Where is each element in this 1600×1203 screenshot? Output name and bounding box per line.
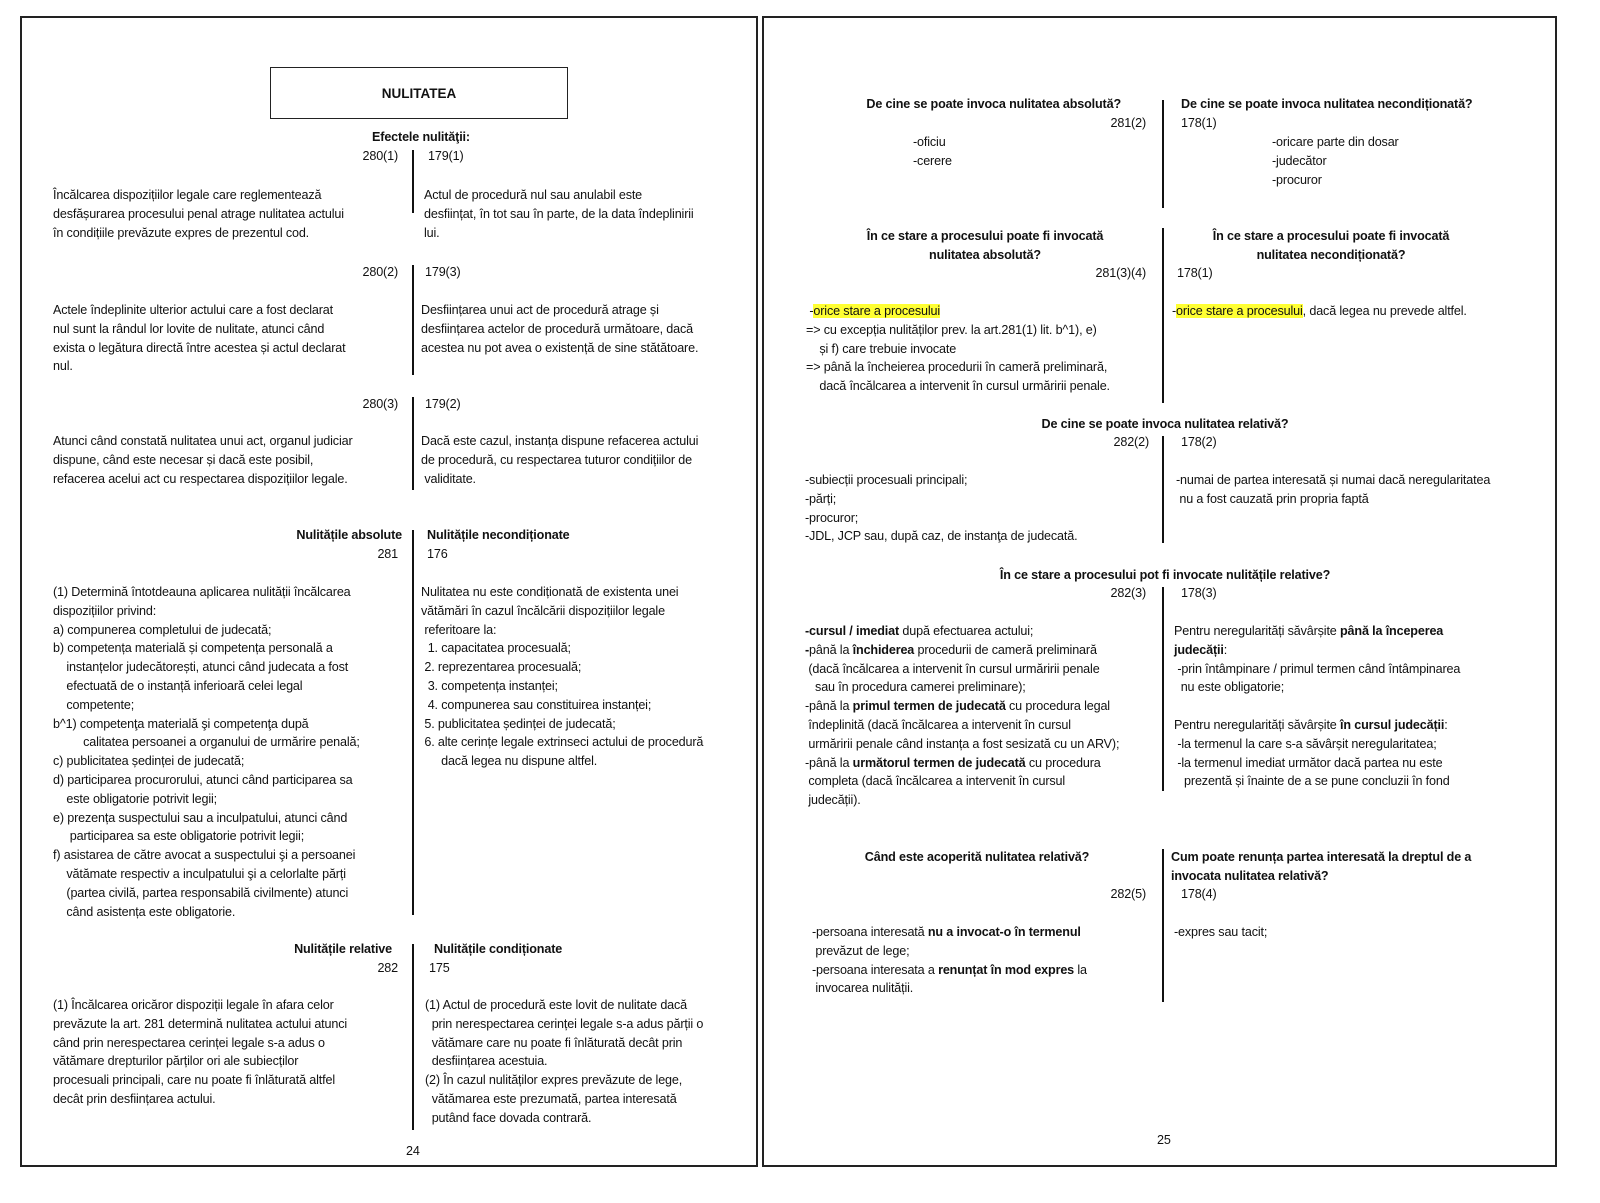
- heading-right: Nulitățile condiționate: [434, 942, 563, 956]
- text: -până la: [805, 699, 853, 714]
- text: acestea nu pot avea o existență de sine stătătoare.: [421, 340, 699, 355]
- text: -expres sau tacit;: [1174, 925, 1268, 939]
- text: , dacă legea nu prevede altfel.: [1302, 304, 1467, 318]
- text: -JDL, JCP sau, după caz, de instanţa de judecată.: [805, 529, 1078, 544]
- text: îndeplinită (dacă încălcarea a intervenit în cursul: [805, 717, 1071, 732]
- text: În ce stare a procesului poate fi invocată: [1212, 229, 1450, 243]
- bold-text: -cursul / imediat: [805, 624, 900, 638]
- text-left: [913, 133, 952, 171]
- text: putând face dovada contrară.: [425, 1110, 592, 1125]
- text-right: [1176, 471, 1490, 509]
- text-line: [421, 301, 698, 320]
- column-divider: [1162, 100, 1164, 208]
- text: invocarea nulității.: [812, 981, 914, 996]
- text: Nulitatea nu este condiționată de existenta unei: [421, 585, 679, 599]
- text: Dacă este cazul, instanța dispune refacerea actului: [421, 434, 699, 448]
- text-line: [53, 301, 345, 320]
- ref-left: 281(2): [1110, 116, 1146, 130]
- ref-left: 282(2): [1113, 435, 1149, 449]
- text: prin nerespectarea cerinței legale s-a adus părții o: [425, 1016, 704, 1031]
- text: (partea civilă, partea responsabilă civilmente) atunci: [53, 885, 349, 900]
- text: (2) În cazul nulităților expres prevăzute de lege,: [425, 1073, 683, 1088]
- text-line: [425, 1071, 703, 1090]
- effects-heading: Efectele nulităţii:: [372, 130, 470, 144]
- text: de procedură, cu respectarea tuturor condițiilor de: [421, 452, 692, 467]
- text-line: [1272, 152, 1399, 171]
- text-left: [53, 186, 344, 242]
- text: Atunci când constată nulitatea unui act, organul judiciar: [53, 434, 353, 448]
- text-line: [53, 771, 360, 790]
- bold-text: următorul termen de judecată: [852, 755, 1026, 770]
- text-line: [1171, 867, 1471, 886]
- bold-text: primul termen de judecată: [852, 699, 1006, 714]
- text-line: [805, 735, 1119, 754]
- ref-left: 282(5): [1110, 887, 1146, 901]
- text-line: [1174, 754, 1460, 773]
- text-line: [421, 451, 698, 470]
- text: -: [1172, 304, 1177, 318]
- text: a) compunerea completului de judecată;: [53, 622, 272, 637]
- text: prevăzut de lege;: [812, 943, 910, 958]
- text: refacerea acelui act cu respectarea dispozițiilor legale.: [53, 471, 348, 486]
- text-right: [421, 583, 745, 771]
- text: Actul de procedură nul sau anulabil este: [424, 188, 643, 202]
- heading-left: [835, 227, 1135, 265]
- text: (1) Determină întotdeauna aplicarea nulității încălcarea: [53, 585, 351, 599]
- text: referitoare la:: [421, 622, 497, 637]
- text: d) participarea procurorului, atunci când participarea sa: [53, 772, 353, 787]
- text-line: [53, 677, 360, 696]
- text: nul sunt la rândul lor lovite de nulitate, atunci când: [53, 321, 325, 336]
- bold-text: în cursul judecății: [1340, 717, 1445, 732]
- highlighted-text: orice stare a procesului: [813, 304, 941, 318]
- text-line: [1174, 772, 1460, 791]
- text: -oricare parte din dosar: [1272, 135, 1399, 149]
- text-line: [53, 186, 344, 205]
- text-left: [806, 302, 1110, 396]
- text: -procuror: [1272, 172, 1322, 187]
- text-line: [805, 527, 1077, 546]
- bold-text: nu a invocat-o în termenul: [927, 925, 1081, 939]
- text: dispune, când este necesar și dacă este posibil,: [53, 452, 314, 467]
- text-line: [1174, 641, 1460, 660]
- ref-right: 178(1): [1177, 266, 1213, 280]
- text-line: [53, 733, 360, 752]
- text-line: [425, 1090, 703, 1109]
- text: -persoana interesată: [812, 925, 928, 939]
- text: exista o legătura directă între acestea și actul declarat: [53, 340, 346, 355]
- column-divider: [412, 265, 414, 375]
- text-line: [425, 1034, 703, 1053]
- text-line: [53, 790, 360, 809]
- text-line: [53, 658, 360, 677]
- text: procedurii de cameră preliminară: [914, 642, 1097, 657]
- text: nu a fost cauzată prin propria faptă: [1176, 491, 1369, 506]
- text-line: [421, 677, 745, 696]
- text: -cerere: [913, 153, 952, 168]
- text-left: [53, 432, 353, 488]
- text-left: [53, 583, 360, 921]
- text-line: [805, 678, 1119, 697]
- text-line: [421, 696, 745, 715]
- ref-left: 281(3)(4): [1095, 266, 1146, 280]
- text-line: [812, 942, 1087, 961]
- text: Pentru neregularități săvârșite: [1174, 717, 1341, 732]
- text-line: [1174, 622, 1460, 641]
- text: În ce stare a procesului poate fi invocată: [866, 229, 1104, 243]
- text: dacă legea nu dispune altfel.: [421, 754, 598, 769]
- text-line: [1171, 848, 1471, 867]
- text-right: [424, 186, 694, 242]
- text-left: [53, 301, 345, 376]
- text-line: [421, 583, 745, 602]
- text: în condițiile prevăzute expres de prezentul cod.: [53, 225, 310, 240]
- text: -părți;: [805, 491, 837, 506]
- text-line: [421, 621, 745, 640]
- text: Actele îndeplinite ulterior actului care a fost declarat: [53, 303, 334, 317]
- text-line: [53, 339, 345, 358]
- text-line: [53, 639, 360, 658]
- text: Încălcarea dispozițiilor legale care reglementează: [53, 188, 322, 202]
- text-line: [53, 846, 360, 865]
- text: desființarea actelor de procedură următoare, dacă: [421, 321, 693, 336]
- text-line: [53, 1052, 347, 1071]
- bold-text: judecății: [1174, 642, 1224, 657]
- heading-left: Când este acoperită nulitatea relativă?: [864, 850, 1090, 864]
- text: participarea sa este obligatorie potrivit legii;: [53, 829, 305, 844]
- text: -judecător: [1272, 153, 1327, 168]
- text-line: [806, 377, 1110, 396]
- text: 3. competența instanței;: [421, 678, 558, 693]
- ref-right: 175: [429, 961, 450, 975]
- text: prezentă și înainte de a se pune concluzii în fond: [1174, 774, 1450, 789]
- text-line: [806, 358, 1110, 377]
- text-line: [805, 471, 1077, 490]
- text-line: [53, 205, 344, 224]
- text: c) publicitatea ședinței de judecată;: [53, 754, 245, 769]
- text-line: [805, 622, 1119, 641]
- text-line: [806, 321, 1110, 340]
- text-line: [53, 996, 347, 1015]
- text-line: [805, 772, 1119, 791]
- text: validitate.: [421, 471, 476, 486]
- text: la: [1074, 962, 1087, 977]
- text: prevăzute la art. 281 determină nulitatea actului atunci: [53, 1016, 348, 1031]
- ref-right: 178(1): [1181, 116, 1217, 130]
- text-line: [53, 224, 344, 243]
- text-line: [53, 451, 353, 470]
- text-line: [1172, 302, 1467, 321]
- text-line: [53, 470, 353, 489]
- text-line: [421, 733, 745, 752]
- text: completa (dacă încălcarea a intervenit în cursul: [805, 774, 1066, 789]
- text-line: [53, 320, 345, 339]
- text-line: [53, 602, 360, 621]
- text: este obligatorie potrivit legii;: [53, 791, 218, 806]
- text: lui.: [424, 225, 440, 240]
- text: cu procedura legal: [1005, 699, 1110, 714]
- heading-right: De cine se poate invoca nulitatea necondiționată?: [1181, 97, 1473, 111]
- text-line: [424, 205, 694, 224]
- heading: În ce stare a procesului pot fi invocate nulitățile relative?: [999, 568, 1331, 582]
- heading-left: Nulitățile relative: [294, 942, 392, 956]
- page-number: 24: [406, 1144, 420, 1158]
- text-line: [53, 1090, 347, 1109]
- column-divider: [1162, 849, 1164, 1002]
- text: -oficiu: [913, 135, 946, 149]
- text-left: [805, 622, 1119, 810]
- text: -persoana interesata a: [812, 962, 939, 977]
- text-line: [53, 865, 360, 884]
- heading-left: Nulitățile absolute: [296, 528, 402, 542]
- text: -subiecții procesuali principali;: [805, 473, 968, 487]
- text: vătămare drepturilor părților ori ale subiecților: [53, 1054, 299, 1069]
- text: 5. publicitatea ședinței de judecată;: [421, 716, 616, 731]
- text-line: [1174, 678, 1460, 697]
- text-line: [805, 791, 1119, 810]
- text-line: [421, 320, 698, 339]
- text: 2. reprezentarea procesuală;: [421, 660, 582, 675]
- column-divider: [412, 530, 414, 915]
- text-line: [805, 509, 1077, 528]
- column-divider: [1162, 436, 1164, 543]
- text-line: [1180, 246, 1482, 265]
- ref-right: 178(3): [1181, 586, 1217, 600]
- text: => cu excepția nulităților prev. la art.281(1) lit. b^1), e): [806, 322, 1097, 337]
- ref-left: 280(2): [362, 265, 398, 279]
- ref-right: 178(2): [1181, 435, 1217, 449]
- text-line: [1174, 697, 1460, 716]
- text-line: [835, 227, 1135, 246]
- text-right: [425, 996, 703, 1128]
- text-line: [1174, 716, 1460, 735]
- text-line: [1180, 227, 1482, 246]
- text: :: [1444, 717, 1448, 732]
- text: judecății).: [805, 793, 861, 808]
- text: vătămate respectiv a inculpatului şi a celorlalte părți: [53, 866, 346, 881]
- text-right: [1172, 302, 1467, 321]
- bold-text: -: [805, 642, 810, 657]
- text-line: [805, 660, 1119, 679]
- text-right: [421, 301, 698, 357]
- text: b^1) competenţa materială şi competenţa după: [53, 716, 309, 731]
- text: și f) care trebuie invocate: [806, 341, 957, 356]
- text: 4. compunerea sau constituirea instanței;: [421, 697, 652, 712]
- text: dispozițiilor privind:: [53, 603, 157, 618]
- text: -procuror;: [805, 510, 859, 525]
- text-line: [53, 827, 360, 846]
- page-number: 25: [1157, 1133, 1171, 1147]
- text-line: [805, 641, 1119, 660]
- text: Pentru neregularități săvârșite: [1174, 624, 1341, 638]
- text: când asistența este obligatorie.: [53, 904, 236, 919]
- text-line: [1176, 471, 1490, 490]
- column-divider: [412, 944, 414, 1130]
- text-line: [425, 996, 703, 1015]
- text-line: [53, 1034, 347, 1053]
- text-right: [1174, 923, 1267, 942]
- text: (dacă încălcarea a intervenit în cursul urmăririi penale: [805, 661, 1100, 676]
- ref-left: 281: [377, 547, 398, 561]
- ref-left: 280(1): [362, 149, 398, 163]
- text: desfășurarea procesului penal atrage nulitatea actului: [53, 206, 344, 221]
- text: Cum poate renunța partea interesată la dreptul de a: [1171, 850, 1472, 864]
- text-line: [421, 658, 745, 677]
- text-line: [53, 583, 360, 602]
- heading-right: Nulitățile necondiționate: [427, 528, 570, 542]
- column-divider: [412, 397, 414, 490]
- text: cu procedura: [1025, 755, 1101, 770]
- text-line: [53, 752, 360, 771]
- text-line: [421, 752, 745, 771]
- text-right: [1272, 133, 1399, 189]
- text: calitatea persoanei a organului de urmărire penală;: [53, 735, 360, 750]
- page-title: NULITATEA: [381, 85, 457, 101]
- bold-text: închiderea: [852, 642, 915, 657]
- text-line: [53, 809, 360, 828]
- text-line: [424, 224, 694, 243]
- text: (1) Actul de procedură este lovit de nulitate dacă: [425, 998, 688, 1012]
- text: când prin nerespectarea cerinței legale s-a adus o: [53, 1035, 325, 1050]
- bold-text: renunțat în mod expres: [938, 962, 1075, 977]
- text-line: [1176, 490, 1490, 509]
- text-line: [805, 490, 1077, 509]
- heading-left: De cine se poate invoca nulitatea absolută?: [866, 97, 1121, 111]
- text: -numai de partea interesată și numai dacă neregularitatea: [1176, 473, 1491, 487]
- text-line: [425, 1052, 703, 1071]
- text: nu este obligatorie;: [1174, 680, 1285, 695]
- text-line: [421, 639, 745, 658]
- text-line: [835, 246, 1135, 265]
- text: nulitatea absolută?: [929, 247, 1041, 262]
- text-line: [53, 715, 360, 734]
- text-line: [913, 133, 952, 152]
- heading-right: [1171, 848, 1471, 886]
- text-line: [806, 302, 1110, 321]
- text: vătămări în cazul încălcării dispozițiilor legale: [421, 603, 665, 618]
- text-line: [421, 432, 698, 451]
- text: urmăririi penale când instanța a fost sesizată cu un ARV);: [805, 736, 1120, 751]
- text-line: [812, 923, 1087, 942]
- text: invocata nulitatea relativă?: [1171, 868, 1329, 883]
- column-divider: [1162, 587, 1164, 791]
- text-line: [53, 432, 353, 451]
- heading-right: [1180, 227, 1482, 265]
- highlighted-text: orice stare a procesului: [1176, 304, 1303, 318]
- text-line: [913, 152, 952, 171]
- text: 6. alte cerințe legale extrinseci actului de procedură: [421, 735, 704, 750]
- text: b) competența materială și competența personală a: [53, 641, 333, 656]
- text-line: [53, 884, 360, 903]
- ref-left: 280(3): [362, 397, 398, 411]
- text-right: [421, 432, 698, 488]
- text: vătămarea este prezumată, partea interesată: [425, 1091, 677, 1106]
- bold-text: până la începerea: [1340, 624, 1444, 638]
- text-line: [805, 716, 1119, 735]
- text-line: [805, 754, 1119, 773]
- column-divider: [1162, 228, 1164, 403]
- text: nulitatea necondiționată?: [1256, 247, 1406, 262]
- text: -la termenul imediat următor dacă partea nu este: [1174, 755, 1443, 770]
- text: e) prezența suspectului sau a inculpatului, atunci când: [53, 810, 348, 825]
- ref-right: 176: [427, 547, 448, 561]
- text: -prin întâmpinare / primul termen când întâmpinarea: [1174, 661, 1461, 676]
- text-line: [812, 979, 1087, 998]
- title-box: [270, 67, 568, 119]
- text: -la termenul la care s-a săvârșit neregularitatea;: [1174, 736, 1437, 751]
- text: decât prin desființarea actului.: [53, 1091, 216, 1106]
- text: până la: [809, 642, 853, 657]
- text: efectuată de o instanță inferioară celei legal: [53, 678, 303, 693]
- text-left: [53, 996, 347, 1109]
- text: după efectuarea actului;: [899, 624, 1034, 638]
- text-line: [1174, 735, 1460, 754]
- text: procesuali principali, care nu poate fi înlăturată altfel: [53, 1073, 335, 1088]
- text-line: [425, 1109, 703, 1128]
- text-line: [53, 1015, 347, 1034]
- text: Desființarea unui act de procedură atrage și: [421, 303, 659, 317]
- text-line: [425, 1015, 703, 1034]
- text-line: [424, 186, 694, 205]
- text: -: [806, 304, 814, 318]
- text-left: [805, 471, 1077, 546]
- column-divider: [412, 150, 414, 213]
- text-line: [421, 602, 745, 621]
- text: (1) Încălcarea oricăror dispoziții legale în afara celor: [53, 998, 334, 1012]
- ref-right: 179(1): [428, 149, 464, 163]
- ref-left: 282(3): [1110, 586, 1146, 600]
- text-line: [805, 697, 1119, 716]
- text: :: [1223, 642, 1228, 657]
- text: f) asistarea de către avocat a suspectului şi a persoanei: [53, 848, 356, 863]
- text: competente;: [53, 697, 135, 712]
- text-line: [812, 961, 1087, 980]
- ref-right: 179(3): [425, 265, 461, 279]
- text-line: [1174, 923, 1267, 942]
- text: desființarea acestuia.: [425, 1054, 548, 1069]
- text: vătămare care nu poate fi înlăturată decât prin: [425, 1035, 683, 1050]
- text-line: [53, 903, 360, 922]
- text-line: [53, 1071, 347, 1090]
- text-line: [421, 470, 698, 489]
- text-line: [1174, 660, 1460, 679]
- text-line: [53, 357, 345, 376]
- text: nul.: [53, 359, 73, 374]
- text: 1. capacitatea procesuală;: [421, 641, 571, 656]
- ref-right: 179(2): [425, 397, 461, 411]
- text: => până la încheierea procedurii în cameră preliminară,: [806, 360, 1108, 375]
- heading: De cine se poate invoca nulitatea relativă?: [1041, 417, 1289, 431]
- text-left: [812, 923, 1087, 998]
- text-line: [53, 621, 360, 640]
- text-line: [1272, 171, 1399, 190]
- text-line: [421, 715, 745, 734]
- text-line: [421, 339, 698, 358]
- text: dacă încălcarea a intervenit în cursul urmăririi penale.: [806, 379, 1110, 394]
- text-line: [1272, 133, 1399, 152]
- text: sau în procedura camerei preliminare);: [805, 680, 1026, 695]
- text: instanțelor judecătorești, atunci când judecata a fost: [53, 660, 349, 675]
- ref-left: 282: [377, 961, 398, 975]
- text: desființat, în tot sau în parte, de la data îndeplinirii: [424, 206, 694, 221]
- text-right: [1174, 622, 1460, 791]
- text-line: [806, 340, 1110, 359]
- ref-right: 178(4): [1181, 887, 1217, 901]
- text: -până la: [805, 755, 853, 770]
- text-line: [53, 696, 360, 715]
